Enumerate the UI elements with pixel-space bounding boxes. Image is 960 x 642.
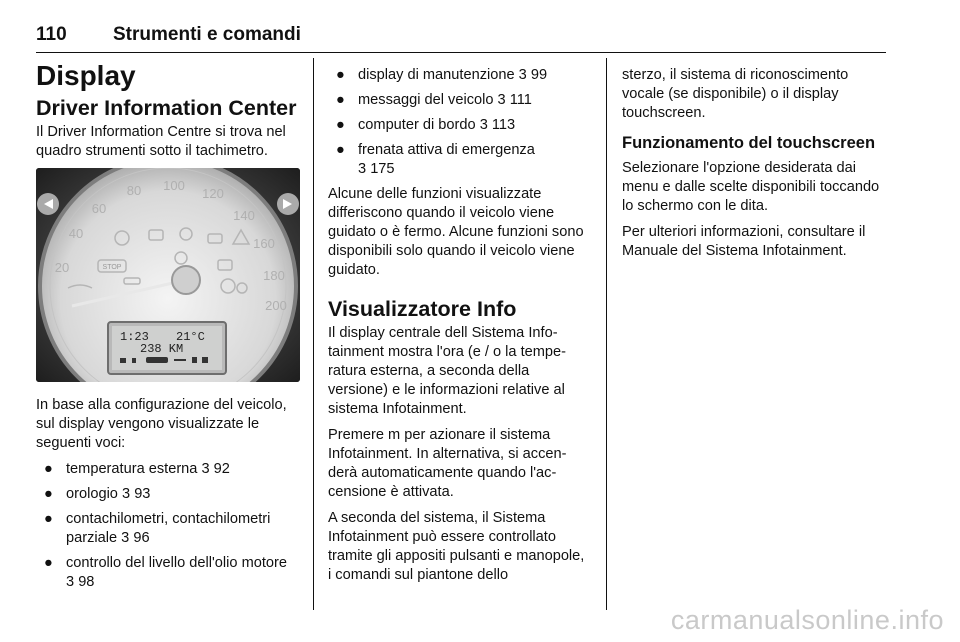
paragraph: Alcune delle funzioni visualizzate differiscono quando il veicolo viene guidato o è fermo. Alcune funzioni sono disponibili solo quando il veicolo viene guidato. <box>328 186 584 278</box>
speed-label: 120 <box>202 186 224 201</box>
column-divider <box>313 58 314 610</box>
column-2 <box>328 58 590 592</box>
subsection-heading: Funzionamento del touchscreen <box>622 134 876 152</box>
page-reference-link[interactable]: 92 <box>213 461 230 477</box>
column-1 <box>36 58 300 598</box>
ref-arrow-icon: 3 <box>358 161 367 177</box>
list-item: ● controllo del livello dell'olio motore 3 98 <box>44 555 287 590</box>
list-item: ● temperatura esterna 3 92 <box>44 461 230 477</box>
speed-label: 40 <box>68 226 84 241</box>
page-reference-link[interactable]: 98 <box>78 574 95 590</box>
stop-label: STOP <box>102 264 122 271</box>
section-heading: Driver Information Center <box>36 96 297 120</box>
power-button-icon: m <box>388 427 401 443</box>
lcd-time: 1:23 <box>120 330 149 344</box>
paragraph: A seconda del sistema, il Sistema Infotainment può essere controllato tramite gli appositi pulsanti e manopole, i comandi sul piantone dello <box>328 510 585 583</box>
display-items-list-cont <box>328 66 590 179</box>
ref-arrow-icon: 3 <box>121 530 130 546</box>
page-reference-link[interactable]: 96 <box>133 530 150 546</box>
intro-paragraph: Il Driver Information Centre si trova nel quadro strumenti sotto il tachimetro. <box>36 124 286 159</box>
watermark: carmanualsonline.info <box>670 605 944 635</box>
list-item: ● computer di bordo 3 113 <box>336 117 516 133</box>
list-item: ● orologio 3 93 <box>44 486 151 502</box>
list-intro: In base alla configurazione del veicolo, sul display vengono visualizzate le seguenti voci: <box>36 397 287 451</box>
lcd-odometer: 238 KM <box>140 342 184 356</box>
speed-label: 100 <box>163 178 185 193</box>
paragraph: Premere m per azionare il sistema Infotainment. In alternativa, si accenderà automaticamente quando l'accensione è attivata. <box>328 427 567 500</box>
column-divider <box>606 58 607 610</box>
ref-arrow-icon: 3 <box>497 92 506 108</box>
paragraph: sterzo, il sistema di riconoscimento vocale (se disponibile) o il display touchscreen. <box>622 67 849 121</box>
page-reference-link[interactable]: 175 <box>370 161 395 177</box>
list-item: ● display di manutenzione 3 99 <box>336 67 548 83</box>
speed-label: 20 <box>54 260 70 275</box>
lcd-temperature: 21°C <box>176 330 205 344</box>
section-heading: Visualizzatore Info <box>328 297 517 321</box>
page-number: 110 <box>36 24 67 45</box>
section-title: Strumenti e comandi <box>113 24 301 45</box>
instrument-cluster-image <box>36 168 300 382</box>
speed-label: 160 <box>253 236 275 251</box>
list-item: ● messaggi del veicolo 3 111 <box>336 92 532 108</box>
page-header <box>36 24 886 53</box>
ref-arrow-icon: 3 <box>122 486 131 502</box>
paragraph: Selezionare l'opzione desiderata dai menu e dalle scelte disponibili toccando lo schermo con le dita. <box>622 160 880 214</box>
list-item: ● frenata attiva di emergenza 3 175 <box>336 142 535 177</box>
page-reference-link[interactable]: 93 <box>134 486 151 502</box>
speed-label: 60 <box>91 201 107 216</box>
ref-arrow-icon: 3 <box>518 67 527 83</box>
display-items-list <box>36 460 300 592</box>
page-reference-link[interactable]: 113 <box>491 117 516 133</box>
speed-label: 80 <box>126 183 142 198</box>
speed-label: 200 <box>265 298 287 313</box>
paragraph: Per ulteriori informazioni, consultare il Manuale del Sistema Infotainment. <box>622 224 866 259</box>
speed-label: 180 <box>263 268 285 283</box>
page-reference-link[interactable]: 99 <box>530 67 548 83</box>
ref-arrow-icon: 3 <box>66 574 75 590</box>
paragraph: Il display centrale dell Sistema Infotainment mostra l'ora (e / o la temperatura esterna, a seconda della versione) e le informazioni relative al sistema Infotainment. <box>328 325 567 417</box>
speed-label: 140 <box>233 208 255 223</box>
page-title: Display <box>36 60 136 91</box>
ref-arrow-icon: 3 <box>479 117 488 133</box>
ref-arrow-icon: 3 <box>201 461 210 477</box>
column-3 <box>622 58 890 268</box>
page-reference-link[interactable]: 111 <box>509 92 532 108</box>
list-item: ● contachilometri, contachilometri parziale 3 96 <box>44 511 271 546</box>
